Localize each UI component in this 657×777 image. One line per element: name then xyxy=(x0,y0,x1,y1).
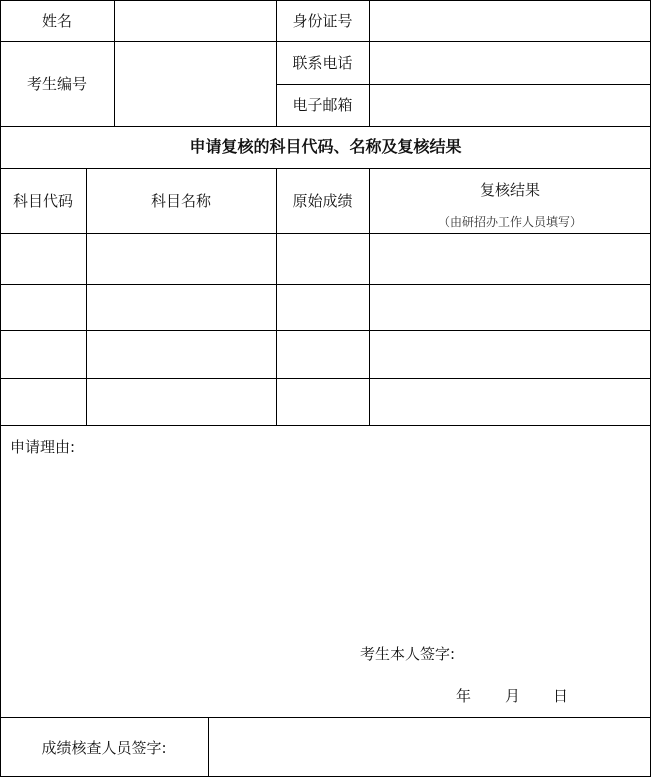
id-number-field[interactable] xyxy=(370,1,650,41)
phone-field[interactable] xyxy=(370,42,650,84)
month-label: 月 xyxy=(505,687,521,705)
subject-code-cell[interactable] xyxy=(1,285,86,330)
id-number-label: 身份证号 xyxy=(292,12,353,30)
subject-code-cell[interactable] xyxy=(1,234,86,284)
review-result-cell[interactable] xyxy=(370,331,650,378)
col-header-subject-code: 科目代码 xyxy=(12,192,73,210)
subject-name-cell[interactable] xyxy=(87,285,276,330)
original-score-cell[interactable] xyxy=(277,285,369,330)
phone-label: 联系电话 xyxy=(292,54,353,72)
candidate-signature-label: 考生本人签字: xyxy=(360,645,456,663)
subject-name-cell[interactable] xyxy=(87,331,276,378)
subject-name-cell[interactable] xyxy=(87,379,276,425)
col-header-subject-name: 科目名称 xyxy=(150,192,211,210)
email-label: 电子邮箱 xyxy=(292,96,353,114)
exam-number-field[interactable] xyxy=(115,42,276,126)
name-label: 姓名 xyxy=(41,12,72,30)
reviewer-signature-field[interactable] xyxy=(209,718,650,776)
reason-label: 申请理由: xyxy=(10,438,76,456)
review-result-cell[interactable] xyxy=(370,379,650,425)
section-title: 申请复核的科目代码、名称及复核结果 xyxy=(189,137,462,156)
review-result-cell[interactable] xyxy=(370,234,650,284)
subject-code-cell[interactable] xyxy=(1,331,86,378)
divider-title-bottom xyxy=(0,168,651,169)
subject-code-cell[interactable] xyxy=(1,379,86,425)
year-label: 年 xyxy=(456,687,472,705)
original-score-cell[interactable] xyxy=(277,234,369,284)
border-right xyxy=(650,0,651,777)
day-label: 日 xyxy=(553,687,569,705)
col-header-original-score: 原始成绩 xyxy=(292,192,353,210)
reason-text-area[interactable] xyxy=(1,460,650,630)
exam-number-label: 考生编号 xyxy=(26,75,87,93)
original-score-cell[interactable] xyxy=(277,331,369,378)
email-field[interactable] xyxy=(370,85,650,126)
divider-table-bottom xyxy=(0,425,651,426)
divider-header-bottom xyxy=(0,126,651,127)
name-field[interactable] xyxy=(115,1,276,41)
subject-name-cell[interactable] xyxy=(87,234,276,284)
review-result-note: （由研招办工作人员填写） xyxy=(437,215,582,229)
col-header-review-result: 复核结果 xyxy=(479,181,540,199)
review-result-cell[interactable] xyxy=(370,285,650,330)
reviewer-signature-label: 成绩核查人员签字: xyxy=(41,739,167,757)
original-score-cell[interactable] xyxy=(277,379,369,425)
